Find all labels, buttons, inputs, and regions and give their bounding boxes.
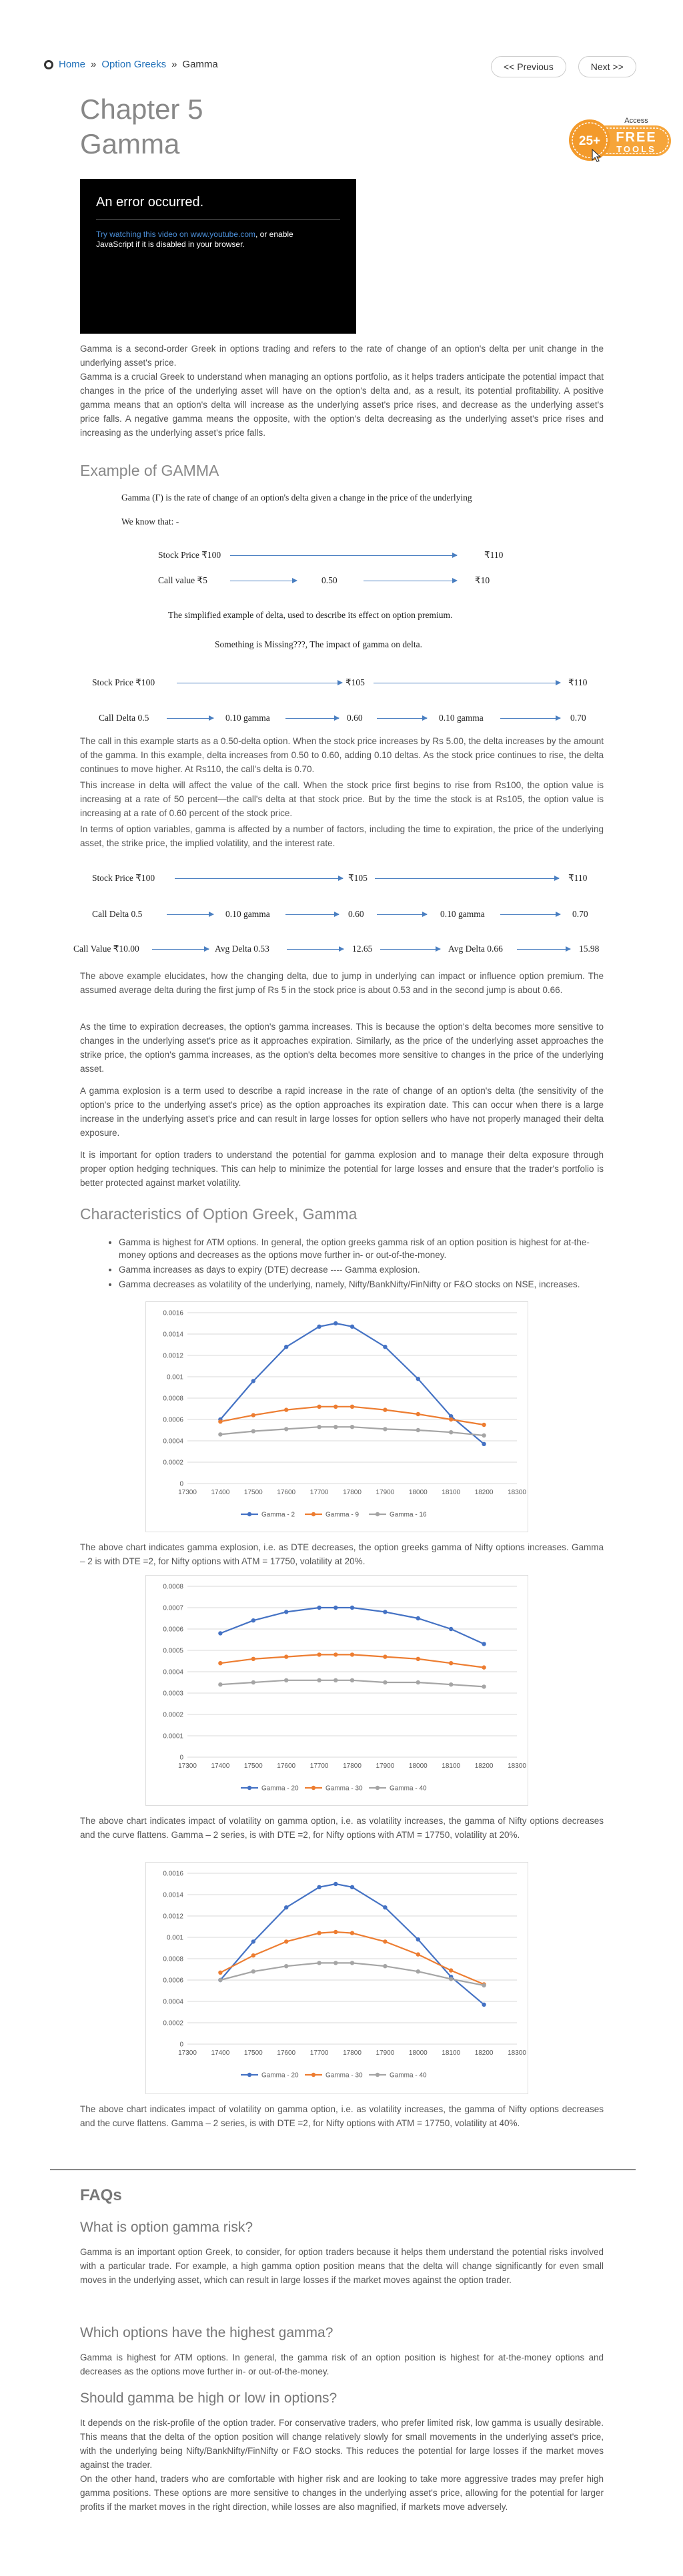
ex2-gamma-2: 0.10 gamma [439,713,484,723]
data-point [350,1606,354,1610]
data-point [317,1325,321,1329]
data-point [416,1937,420,1941]
ex3-value-mid: 12.65 [352,944,373,954]
x-tick-label: 18000 [408,2049,428,2057]
gamma-definition: Gamma (Γ) is the rate of change of an option's delta given a change in the price of the underlying [121,493,472,503]
list-item: • Gamma decreases as volatility of the underlying, namely, Nifty/BankNifty/FinNifty or F&O stocks on NSE, increases. [119,1278,616,1291]
x-tick-label: 18100 [442,1489,461,1496]
arrow [377,718,427,719]
data-point [416,1680,420,1684]
y-tick-label: 0 [179,1480,183,1488]
breadcrumb-current: Gamma [182,59,218,70]
y-tick-label: 0.0008 [163,1583,183,1591]
arrow [152,949,209,950]
missing-note: Something is Missing???, The impact of gamma on delta. [215,639,422,649]
pager [491,56,636,77]
series-line [220,1608,484,1644]
data-point [482,1433,486,1437]
ex1-delta: 0.50 [321,575,337,585]
data-point [449,1682,453,1686]
data-point [383,1407,387,1411]
data-point [350,1325,354,1329]
data-point [317,1931,321,1935]
ex2-delta-mid: 0.60 [347,713,363,723]
data-point [333,1961,337,1965]
data-point [251,1953,255,1957]
data-point [416,1428,420,1432]
we-know-that: We know that: - [121,517,179,527]
data-point [218,1631,222,1635]
y-tick-label: 0.0014 [163,1331,183,1339]
faq-answer-3b: On the other hand, traders who are comfortable with higher risk and are looking to take more aggressive trades may prefer high gamma positions. These options are more sensitive to changes in the underlying asset's price, allowing for the potential for larger profits if the market moves in the right direction, while losses are also magnified, if markets move adversely. [80,2474,604,2512]
data-point [218,1419,222,1423]
y-tick-label: 0.0007 [163,1604,183,1612]
data-point [317,1885,321,1889]
y-tick-label: 0.0012 [163,1352,183,1360]
data-point [317,1606,321,1610]
data-point [482,1983,486,1987]
data-point [383,1680,387,1684]
badge-free: FREE [616,130,657,145]
x-tick-label: 18000 [408,1762,428,1770]
data-point [218,1971,222,1975]
x-tick-label: 17500 [243,1489,263,1496]
ex2-gamma-1: 0.10 gamma [225,713,270,723]
x-tick-label: 17400 [211,1762,230,1770]
legend-marker [311,1512,315,1516]
data-point [317,1425,321,1429]
breadcrumb-option-greeks[interactable]: Option Greeks [101,59,167,70]
arrow [230,555,457,556]
x-tick-label: 18300 [508,2049,526,2057]
list-item: • Gamma increases as days to expiry (DTE) decrease ---- Gamma explosion. [119,1263,616,1276]
x-tick-label: 17500 [243,2049,263,2057]
legend-marker [376,1786,380,1790]
data-point [449,1977,453,1981]
data-point [350,1931,354,1935]
data-point [416,1412,420,1416]
data-point [449,1627,453,1631]
gamma-dte-chart [145,1301,528,1532]
y-tick-label: 0 [179,1754,183,1762]
data-point [317,1961,321,1965]
data-point [449,1661,453,1665]
data-point [251,1657,255,1661]
ex3-delta-mid: 0.60 [348,909,364,919]
data-point [383,1939,387,1943]
series-line [220,1884,484,2005]
characteristics-list [107,1236,616,1293]
data-point [251,1969,255,1973]
ex3-delta-end: 0.70 [572,909,588,919]
x-tick-label: 17800 [343,1489,362,1496]
video-embed[interactable] [80,179,356,334]
data-point [317,1652,321,1656]
y-tick-label: 0.0006 [163,1416,183,1424]
data-point [284,1678,288,1682]
video-help-text-2: JavaScript if it is disabled in your browser. [96,240,245,249]
ex3-call-value: Call Value ₹10.00 [73,944,139,954]
data-point [482,1442,486,1446]
free-tools-badge-graphic [567,115,674,163]
legend-entry: Gamma - 16 [390,1511,427,1519]
intro-paragraph-1: Gamma is a second-order Greek in options trading and refers to the rate of change of an option's delta per unit change in the underlying asset's price. [80,344,604,368]
para2-1: The call in this example starts as a 0.50-delta option. When the stock price increases by Rs 5.00, the delta increases by the amount of the gamma. In this example, delta increases from 0.50 to 0.60, adding 0.10 deltas. As the stock price continues to rise, the delta continues to move higher. At Rs110, the call's delta is 0.70. [80,736,604,774]
previous-button[interactable]: << Previous [491,56,566,77]
x-tick-label: 17400 [211,2049,230,2057]
arrow [167,718,213,719]
data-point [383,1654,387,1658]
x-tick-label: 17300 [178,1489,197,1496]
data-point [333,1930,337,1934]
para2-2: This increase in delta will affect the value of the call. When the stock price first begins to rise from Rs100, the option value is increasing at a rate of 50 percent—the call's delta at that stock price. But by the time the stock is at Rs105, the option value is increasing at a rate of 0.60 percent of the stock price. [80,780,604,818]
data-point [218,1978,222,1982]
data-point [350,1885,354,1889]
data-point [284,1345,288,1349]
x-tick-label: 17700 [309,1762,329,1770]
x-tick-label: 18000 [408,1489,428,1496]
faq-question-1: What is option gamma risk? [80,2220,253,2235]
x-tick-label: 18200 [474,1489,494,1496]
data-point [333,1321,337,1325]
breadcrumb [44,59,218,70]
faq-answer-2: Gamma is highest for ATM options. In general, the gamma risk of an option position is highest for at-the-money options and decreases as the options move further in- or out-of-the-money. [80,2352,604,2376]
x-tick-label: 18200 [474,2049,494,2057]
x-tick-label: 17900 [376,2049,395,2057]
x-tick-label: 17900 [376,1762,395,1770]
x-tick-label: 18100 [442,1762,461,1770]
legend-entry: Gamma - 30 [325,2071,363,2079]
data-point [482,1423,486,1427]
data-point [284,1939,288,1943]
y-tick-label: 0.0008 [163,1955,183,1963]
data-point [482,1665,486,1669]
para3-4: It is important for option traders to understand the potential for gamma explosion and to manage their delta exposure through proper option hedging techniques. This can help to minimize the potential for large losses and ensure that the trader's portfolio is better protected against market volatility. [80,1150,604,1188]
example-heading: Example of GAMMA [80,462,219,479]
data-point [317,1405,321,1409]
title-topic: Gamma [80,128,180,159]
y-tick-label: 0.001 [166,1934,183,1942]
x-tick-label: 17900 [376,1489,395,1496]
y-tick-label: 0.0003 [163,1690,183,1698]
data-point [350,1405,354,1409]
x-tick-label: 17800 [343,2049,362,2057]
ex2-stock-price-end: ₹110 [568,677,588,687]
section-divider [50,2169,636,2170]
ex3-avg-delta-1: Avg Delta 0.53 [215,944,269,954]
data-point [251,1680,255,1684]
gamma-volatility-chart-40-svg [146,1863,528,2094]
data-point [251,1429,255,1433]
ex3-gamma-1: 0.10 gamma [225,909,270,919]
data-point [333,1405,337,1409]
arrow [175,878,343,879]
legend-marker [247,2073,251,2077]
arrow [285,718,339,719]
double-chevron-right-icon: » [91,59,97,70]
chart1-caption: The above chart indicates gamma explosion, i.e. as DTE decreases, the option greeks gamma of Nifty options increases. Gamma – 2 is with DTE =2, for Nifty options with ATM = 17750, volatility at 20%. [80,1542,604,1566]
data-point [333,1652,337,1656]
ex3-stock-price-mid: ₹105 [348,873,368,883]
y-tick-label: 0.0014 [163,1891,183,1899]
legend-marker [247,1786,251,1790]
legend-entry: Gamma - 20 [261,1785,299,1793]
next-button[interactable]: Next >> [578,56,636,77]
x-tick-label: 18100 [442,2049,461,2057]
video-error-text: An error occurred. [96,195,204,210]
y-tick-label: 0.0002 [163,2019,183,2027]
arrow [167,914,213,915]
ex3-stock-price-end: ₹110 [568,873,588,883]
legend-marker [311,1786,315,1790]
arrow [380,949,440,950]
chart3-caption: The above chart indicates impact of volatility on gamma option, i.e. as volatility increases, the gamma of Nifty options decreases and the curve flattens. Gamma – 2 series, is with DTE =2, for Nifty options with ATM = 17750, volatility at 40%. [80,2104,604,2128]
legend-marker [376,2073,380,2077]
data-point [218,1661,222,1665]
ex3-stock-price: Stock Price ₹100 [92,873,155,883]
data-point [416,1616,420,1620]
data-point [284,1610,288,1614]
data-point [251,1413,255,1417]
data-point [416,1969,420,1973]
legend-entry: Gamma - 40 [390,1785,427,1793]
data-point [416,1657,420,1661]
gamma-volatility-chart-40 [145,1862,528,2094]
chart2-caption: The above chart indicates impact of volatility on gamma option, i.e. as volatility increases, the gamma of Nifty options decreases and the curve flattens. Gamma – 2 series, is with DTE =2, for Nifty options with ATM = 17750, volatility at 20%. [80,1816,604,1840]
legend-entry: Gamma - 40 [390,2071,427,2079]
data-point [284,1964,288,1968]
y-tick-label: 0.0004 [163,1437,183,1445]
title-chapter: Chapter 5 [80,93,203,125]
x-tick-label: 17600 [277,2049,296,2057]
y-tick-label: 0.0016 [163,1870,183,1878]
x-tick-label: 17300 [178,2049,197,2057]
characteristics-heading: Characteristics of Option Greek, Gamma [80,1205,358,1223]
y-tick-label: 0.0008 [163,1395,183,1403]
data-point [218,1682,222,1686]
legend-entry: Gamma - 2 [261,1511,295,1519]
arrow [285,914,339,915]
data-point [284,1905,288,1909]
arrow [287,949,344,950]
faq-answer-3a: It depends on the risk-profile of the option trader. For conservative traders, who prefer limited risk, low gamma is usually desirable. This means that the delta of the option position will change relatively slowly for small movements in the underlying asset's price, with the underlying being Nifty/BankNifty/FinNifty or F&O stocks. This reduces the potential for large losses if the market moves against the trader. [80,2418,604,2470]
faq-question-2: Which options have the highest gamma? [80,2325,333,2340]
data-point [317,1678,321,1682]
x-tick-label: 17300 [178,1762,197,1770]
data-point [383,1964,387,1968]
faq-answer-1: Gamma is an important option Greek, to consider, for option traders because it helps them understand the potential risks involved with a particular trade. For example, a high gamma option position means that the delta will change significantly for even small moves in the underlying asset, which can result in large losses if the market moves against the option trader. [80,2247,604,2285]
data-point [251,1379,255,1383]
ex2-call-delta: Call Delta 0.5 [99,713,149,723]
x-tick-label: 17600 [277,1762,296,1770]
data-point [383,1610,387,1614]
data-point [350,1961,354,1965]
badge-tools: TOOLS [616,144,656,154]
ex3-value-end: 15.98 [579,944,600,954]
para3-1: The above example elucidates, how the changing delta, due to jump in underlying can impact or influence option premium. The assumed average delta during the first jump of Rs 5 in the stock price is about 0.53 and in the second jump is about 0.66. [80,971,604,995]
ex3-avg-delta-2: Avg Delta 0.66 [448,944,503,954]
para3-3: A gamma explosion is a term used to describe a rapid increase in the rate of change of an option's delta (the sensitivity of the option's price to the underlying asset's price) as the option approaches its expiration date. This can occur when there is a large increase in the underlying asset's price and can result in large losses for option sellers who have not properly managed their delta exposure. [80,1086,604,1138]
series-line [220,1932,484,1984]
ex3-call-delta: Call Delta 0.5 [92,909,143,919]
data-point [333,1678,337,1682]
ex3-gamma-2: 0.10 gamma [440,909,485,919]
series-line [220,1963,484,1985]
simplified-note: The simplified example of delta, used to describe its effect on option premium. [168,610,453,620]
data-point [284,1407,288,1411]
y-tick-label: 0.0002 [163,1711,183,1719]
faq-question-3: Should gamma be high or low in options? [80,2390,337,2406]
youtube-link[interactable]: Try watching this video on www.youtube.com [96,230,255,239]
home-icon[interactable] [44,60,53,69]
arrow [500,914,560,915]
x-tick-label: 17800 [343,1762,362,1770]
x-tick-label: 17400 [211,1489,230,1496]
badge-access: Access [624,117,648,125]
gamma-dte-chart-svg [146,1302,528,1532]
data-point [449,1417,453,1421]
data-point [482,2003,486,2007]
data-point [251,1618,255,1622]
para2-3: In terms of option variables, gamma is affected by a number of factors, including the time to expiration, the price of the underlying asset, the strike price, the implied volatility, and the interest rate. [80,824,604,848]
y-tick-label: 0.0004 [163,1668,183,1676]
data-point [284,1654,288,1658]
x-tick-label: 18300 [508,1489,526,1496]
data-point [350,1425,354,1429]
legend-entry: Gamma - 20 [261,2071,299,2079]
intro-paragraph-2: Gamma is a crucial Greek to understand when managing an options portfolio, as it helps traders anticipate the potential impact that changes in the price of the underlying asset will have on the option's delta and, as a result, its potential profitability. A positive gamma means that an option's delta will increase as the underlying asset's price rises, and decrease as the underlying asset's price falls. A negative gamma means the opposite, with the option's delta decreasing as the underlying asset's price rises and increasing as the underlying asset's price falls. [80,372,604,438]
data-point [350,1652,354,1656]
x-tick-label: 17700 [309,2049,329,2057]
legend-entry: Gamma - 30 [325,1785,363,1793]
data-point [383,1427,387,1431]
ex2-stock-price: Stock Price ₹100 [92,677,155,687]
y-tick-label: 0.001 [166,1373,183,1381]
ex1-call-value-end: ₹10 [475,575,490,585]
ex2-stock-price-mid: ₹105 [346,677,365,687]
legend-marker [311,2073,315,2077]
y-tick-label: 0 [179,2041,183,2049]
arrow [377,914,427,915]
free-tools-badge[interactable] [567,115,674,163]
badge-count: 25+ [578,134,601,148]
y-tick-label: 0.0012 [163,1913,183,1921]
legend-marker [247,1512,251,1516]
y-tick-label: 0.0006 [163,1977,183,1985]
data-point [416,1952,420,1956]
data-point [482,1642,486,1646]
list-item: • Gamma is highest for ATM options. In general, the option greeks gamma risk of an option position is highest for at-the-money options and decreases as the options move further in- or out-of-the-money. [119,1236,616,1261]
x-tick-label: 17500 [243,1762,263,1770]
ex1-stock-price: Stock Price ₹100 [158,550,221,560]
data-point [284,1427,288,1431]
x-tick-label: 18200 [474,1762,494,1770]
gamma-volatility-chart-20-svg [146,1576,528,1805]
data-point [333,1425,337,1429]
x-tick-label: 18300 [508,1762,526,1770]
ex1-stock-price-end: ₹110 [484,550,504,560]
y-tick-label: 0.0006 [163,1626,183,1634]
data-point [449,1968,453,1972]
arrow [500,718,560,719]
video-help-text: , or enable [255,230,293,239]
data-point [383,1345,387,1349]
y-tick-label: 0.0002 [163,1459,183,1467]
double-chevron-right-icon: » [171,59,177,70]
ex2-delta-end: 0.70 [570,713,586,723]
breadcrumb-home[interactable]: Home [59,59,86,70]
y-tick-label: 0.0016 [163,1309,183,1317]
page-title [80,92,203,162]
para3-2: As the time to expiration decreases, the option's gamma increases. This is because the option's delta becomes more sensitive to changes in the underlying asset's price as it approaches expiration. Similarly, as the price of the underlying asset approaches the strike price, the option's gamma increases, as the option's delta becomes more sensitive to changes in the price of the underlying asset. [80,1022,604,1074]
arrow [517,949,570,950]
arrow [375,878,559,879]
y-tick-label: 0.0004 [163,1998,183,2006]
data-point [416,1377,420,1381]
data-point [333,1882,337,1886]
ex1-call-value: Call value ₹5 [158,575,207,585]
data-point [333,1606,337,1610]
faqs-heading: FAQs [80,2186,122,2204]
legend-marker [376,1512,380,1516]
video-error-help [96,230,343,250]
gamma-volatility-chart-20 [145,1575,528,1806]
data-point [383,1905,387,1909]
x-tick-label: 17700 [309,1489,329,1496]
data-point [350,1678,354,1682]
y-tick-label: 0.0001 [163,1732,183,1740]
legend-entry: Gamma - 9 [325,1511,360,1519]
y-tick-label: 0.0005 [163,1647,183,1655]
data-point [218,1432,222,1436]
x-tick-label: 17600 [277,1489,296,1496]
data-point [449,1430,453,1434]
video-divider [96,219,340,220]
data-point [251,1939,255,1943]
data-point [482,1684,486,1688]
